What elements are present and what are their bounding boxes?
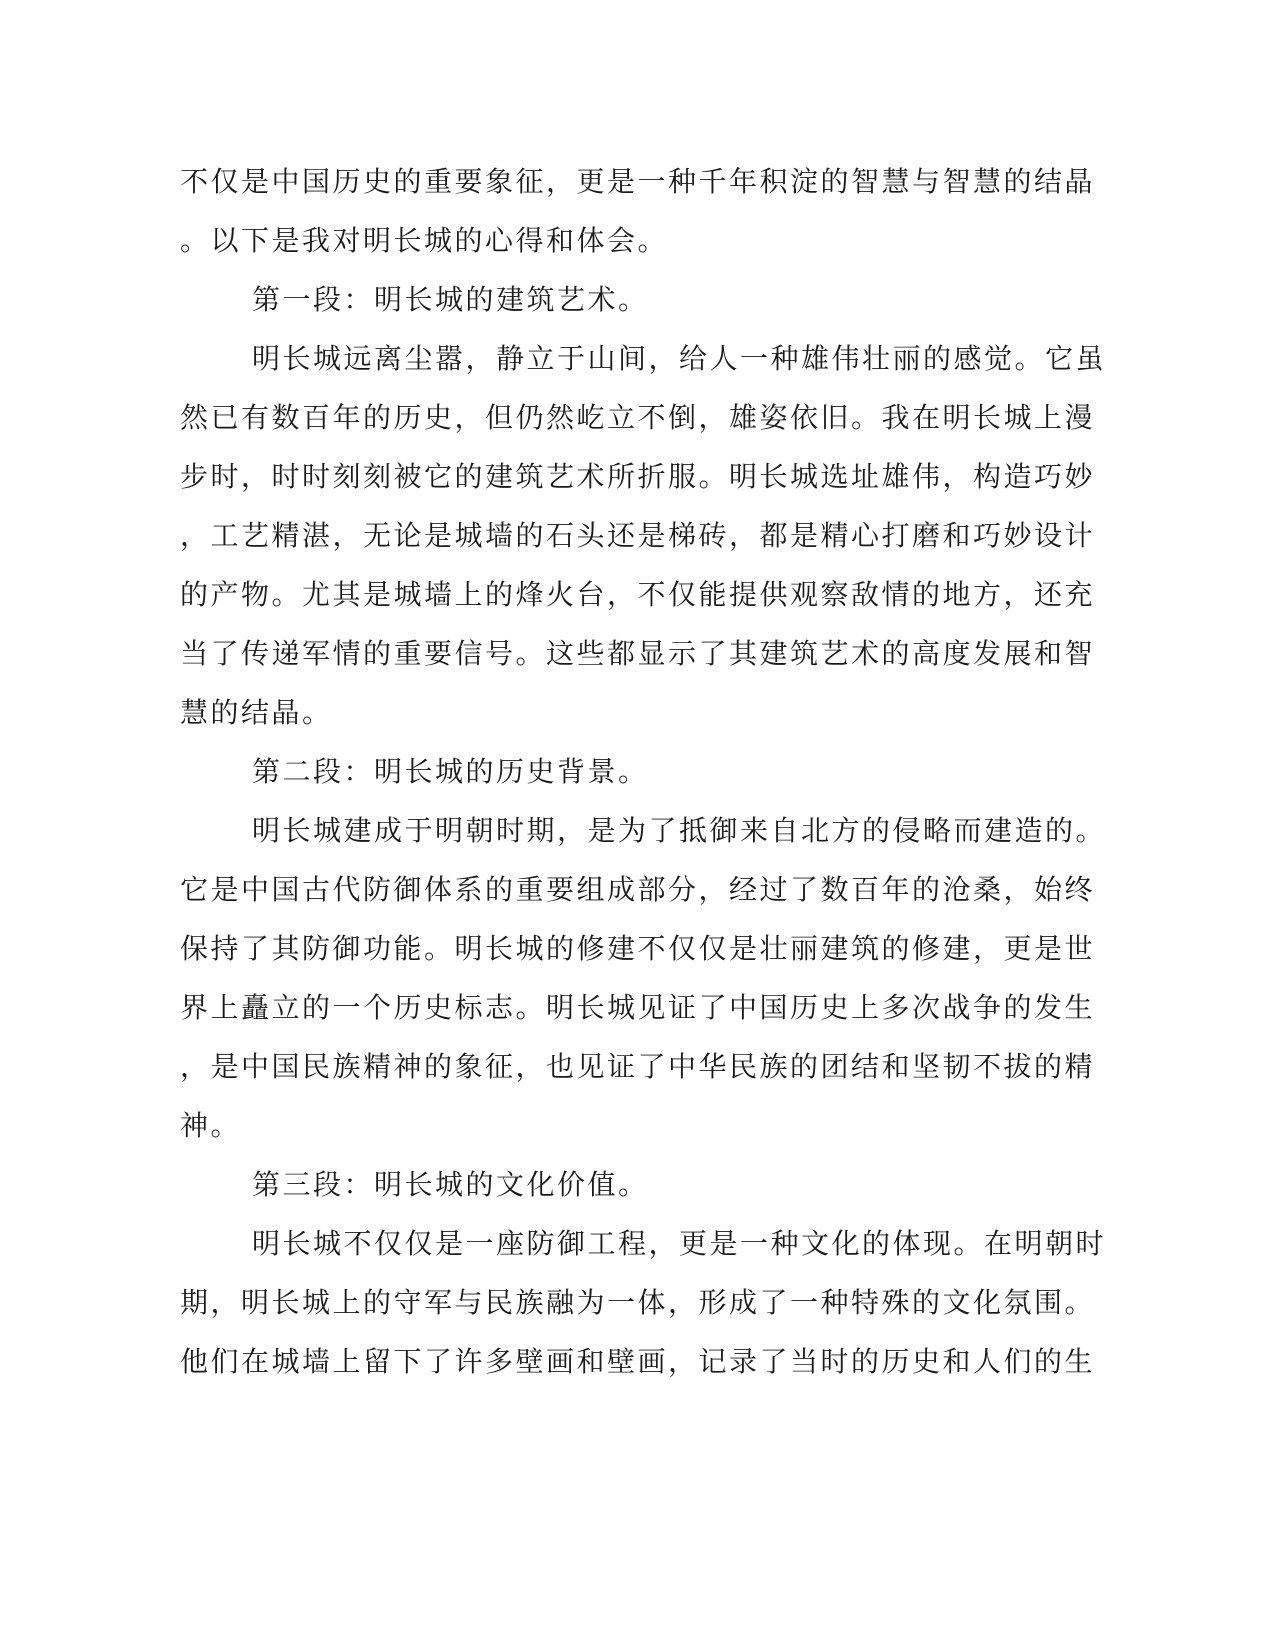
text-line: 它是中国古代防御体系的重要组成部分，经过了数百年的沧桑，始终 [180,873,1096,906]
text-line: ，工艺精湛，无论是城墙的石头还是梯砖，都是精心打磨和巧妙设计 [180,519,1096,552]
text-line: 明长城不仅仅是一座防御工程，更是一种文化的体现。在明朝时 [252,1227,1107,1260]
text-line: 不仅是中国历史的重要象征，更是一种千年积淀的智慧与智慧的结晶 [180,165,1096,198]
text-line: 明长城远离尘嚣，静立于山间，给人一种雄伟壮丽的感觉。它虽 [252,342,1107,375]
text-line: 当了传递军情的重要信号。这些都显示了其建筑艺术的高度发展和智 [180,637,1096,670]
body-text [180,152,1107,1391]
text-line: 明长城建成于明朝时期，是为了抵御来自北方的侵略而建造的。 [252,814,1107,847]
text-line: 慧的结晶。 [180,696,333,729]
text-line: ，是中国民族精神的象征，也见证了中华民族的团结和坚韧不拔的精 [180,1050,1096,1083]
section-heading-3: 第三段：明长城的文化价值。 [252,1168,649,1201]
text-line: 他们在城墙上留下了许多壁画和壁画，记录了当时的历史和人们的生 [180,1345,1096,1378]
text-line: 然已有数百年的历史，但仍然屹立不倒，雄姿依旧。我在明长城上漫 [180,401,1096,434]
text-line: 保持了其防御功能。明长城的修建不仅仅是壮丽建筑的修建，更是世 [180,932,1096,965]
section-heading-1: 第一段：明长城的建筑艺术。 [252,283,649,316]
text-line: 界上矗立的一个历史标志。明长城见证了中国历史上多次战争的发生 [180,991,1096,1024]
text-line: 。以下是我对明长城的心得和体会。 [180,224,669,257]
text-line: 神。 [180,1109,242,1142]
text-line: 步时，时时刻刻被它的建筑艺术所折服。明长城选址雄伟，构造巧妙 [180,460,1096,493]
text-line: 期，明长城上的守军与民族融为一体，形成了一种特殊的文化氛围。 [180,1286,1096,1319]
text-line: 的产物。尤其是城墙上的烽火台，不仅能提供观察敌情的地方，还充 [180,578,1096,611]
section-heading-2: 第二段：明长城的历史背景。 [252,755,649,788]
